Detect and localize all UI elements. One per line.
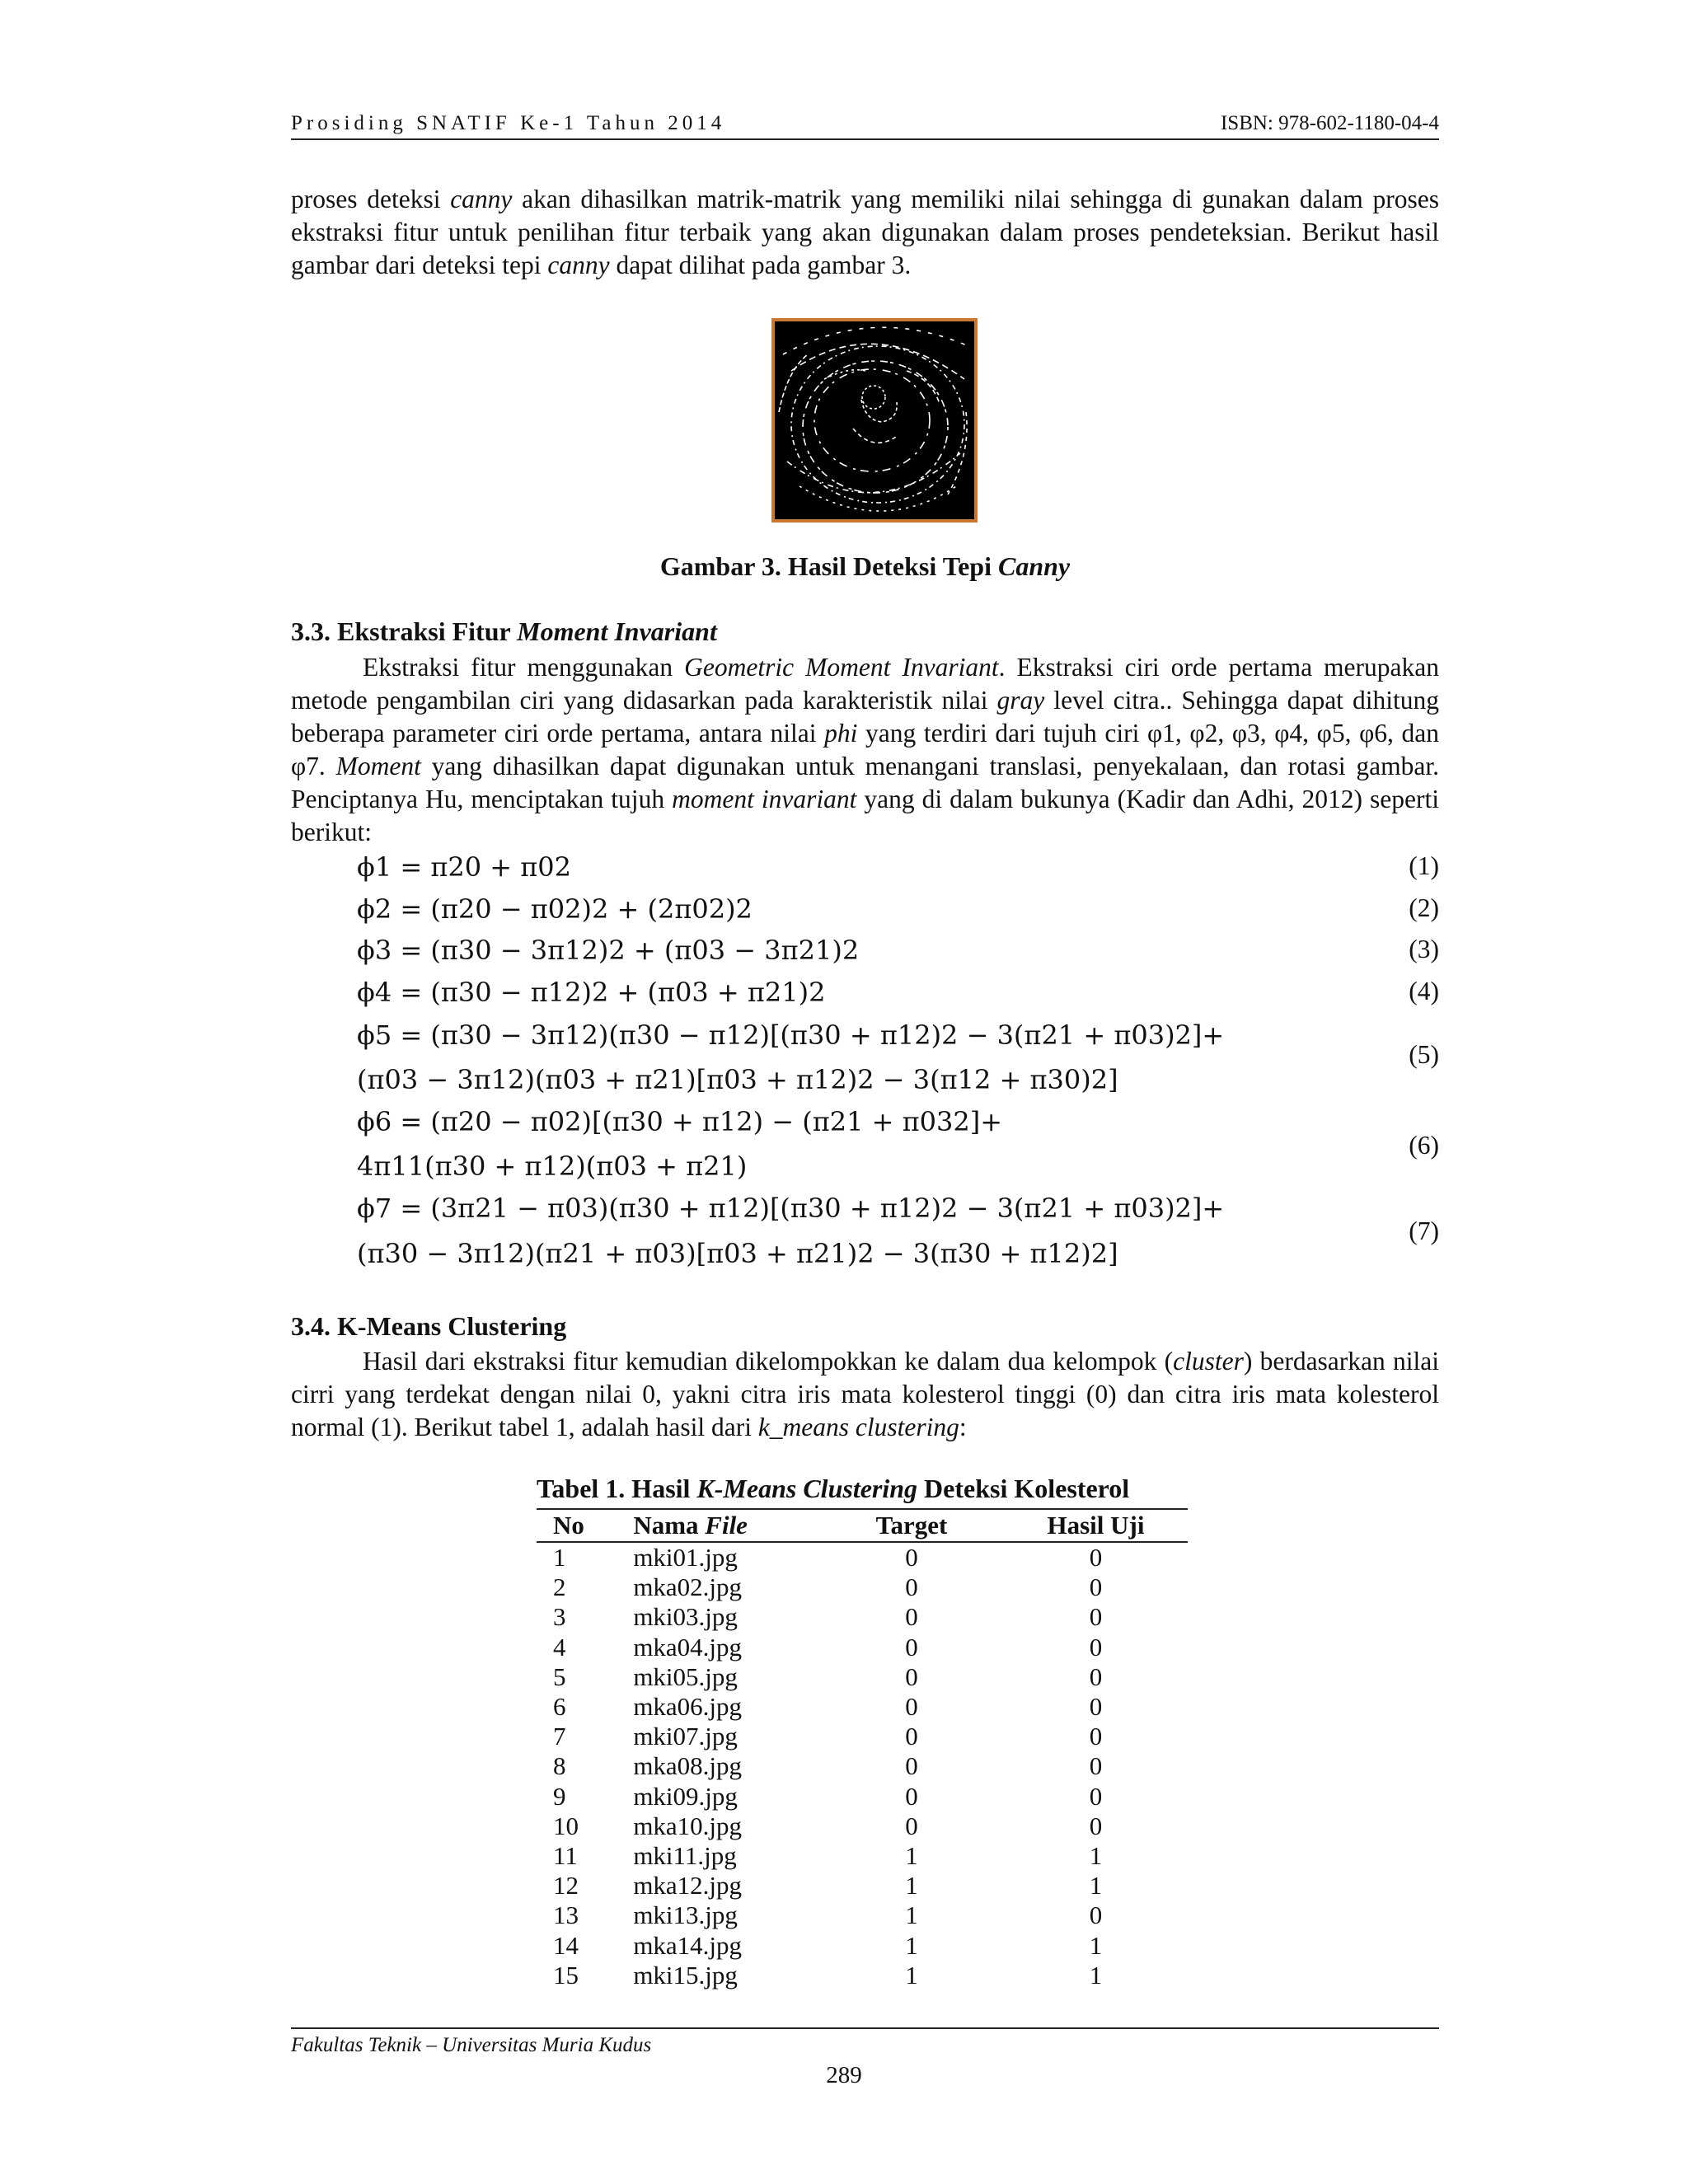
kmeans-results-table (537, 1508, 1188, 1990)
table-row (537, 1542, 1188, 1572)
cell-file: mka02.jpg (633, 1572, 743, 1602)
canny-edge-image (775, 321, 974, 519)
cell-target: 0 (905, 1661, 918, 1691)
running-header-left: Prosiding SNATIF Ke-1 Tahun 2014 (291, 112, 726, 134)
table-row (537, 1751, 1188, 1781)
equation-1: ϕ1 = π20 + π02 (357, 851, 571, 883)
equation-6-number: (6) (1409, 1131, 1439, 1160)
table-row (537, 1841, 1188, 1871)
cell-file: mka12.jpg (633, 1871, 743, 1900)
cell-target: 1 (905, 1900, 918, 1930)
cell-no: 12 (553, 1871, 579, 1900)
intro-text-1: proses deteksi (291, 185, 451, 213)
cell-file: mki07.jpg (633, 1722, 738, 1751)
table-body (537, 1542, 1188, 1990)
cell-target: 0 (905, 1602, 918, 1632)
cell-no: 9 (553, 1781, 566, 1811)
cell-no: 6 (553, 1692, 566, 1722)
cell-hasil: 0 (1089, 1602, 1103, 1632)
header-hasil-uji: Hasil Uji (1004, 1509, 1188, 1542)
cell-no: 14 (553, 1930, 579, 1960)
cell-hasil: 0 (1089, 1632, 1103, 1661)
page-number: 289 (826, 2062, 862, 2088)
cell-no: 4 (553, 1632, 566, 1661)
cell-no: 5 (553, 1661, 566, 1691)
cell-target: 0 (905, 1543, 918, 1572)
cell-target: 0 (905, 1692, 918, 1722)
cell-no: 1 (553, 1543, 566, 1572)
table-row (537, 1930, 1188, 1960)
intro-paragraph (291, 183, 1439, 282)
running-header-isbn: ISBN: 978-602-1180-04-4 (1220, 112, 1439, 134)
equation-1-number: (1) (1409, 851, 1439, 880)
cell-target: 0 (905, 1632, 918, 1661)
cell-no: 3 (553, 1602, 566, 1632)
intro-text-3: dapat dilihat pada gambar 3. (609, 251, 912, 279)
cell-hasil: 1 (1089, 1871, 1103, 1900)
table-row (537, 1961, 1188, 1990)
equation-5-number: (5) (1409, 1040, 1439, 1069)
cell-hasil: 0 (1089, 1543, 1103, 1572)
equation-6-line-1: ϕ6 = (π20 − π02)[(π30 + π12) − (π21 + π032]+ (357, 1106, 1003, 1137)
table-row (537, 1572, 1188, 1602)
cell-file: mka08.jpg (633, 1751, 743, 1781)
cell-file: mki11.jpg (633, 1840, 737, 1870)
equation-7-line-2: (π30 − 3π12)(π21 + π03)[π03 + π21)2 − 3(π30 + π12)2] (357, 1238, 1118, 1269)
intro-text-2: akan dihasilkan matrik-matrik yang memiliki nilai sehingga di gunakan dalam proses ekstraksi fitur untuk penilihan fitur terbaik yang akan digunakan dalam proses pendeteksian. Berikut hasil gambar dari deteksi tepi (291, 185, 1439, 279)
table-row (537, 1900, 1188, 1930)
footer-rule (291, 2027, 1439, 2029)
cell-no: 7 (553, 1722, 566, 1751)
cell-target: 0 (905, 1572, 918, 1602)
cell-file: mki03.jpg (633, 1602, 738, 1632)
cell-no: 15 (553, 1960, 579, 1990)
header-target: Target (819, 1509, 1004, 1542)
cell-file: mki13.jpg (633, 1900, 738, 1930)
figure-caption: Gambar 3. Hasil Deteksi Tepi Canny (659, 551, 1071, 581)
intro-canny-2: canny (547, 251, 610, 279)
intro-canny-1: canny (450, 185, 513, 213)
cell-no: 13 (553, 1900, 579, 1930)
equation-4: ϕ4 = (π30 − π12)2 + (π03 + π21)2 (357, 977, 826, 1008)
section-3-3-heading: 3.3. Ekstraksi Fitur Moment Invariant (291, 616, 717, 646)
table-row (537, 1602, 1188, 1632)
cell-hasil: 1 (1089, 1840, 1103, 1870)
table-row (537, 1782, 1188, 1811)
equation-5-line-2: (π03 − 3π12)(π03 + π21)[π03 + π12)2 − 3(π12 + π30)2] (357, 1064, 1118, 1095)
cell-target: 0 (905, 1811, 918, 1840)
table-row (537, 1722, 1188, 1751)
cell-hasil: 0 (1089, 1661, 1103, 1691)
cell-file: mka14.jpg (633, 1930, 743, 1960)
cell-no: 2 (553, 1572, 566, 1602)
cell-file: mki05.jpg (633, 1661, 738, 1691)
section-3-4-paragraph: Hasil dari ekstraksi fitur kemudian dikelompokkan ke dalam dua kelompok (cluster) berdasarkan nilai cirri yang terdekat dengan nilai 0, yakni citra iris mata kolesterol tinggi (0) dan citra iris mata kolesterol normal (1). Berikut tabel 1, adalah hasil dari k_means clustering: (291, 1347, 1440, 1441)
cell-file: mki01.jpg (633, 1543, 738, 1572)
cell-hasil: 0 (1089, 1811, 1103, 1840)
header-nama-file: Nama File (633, 1509, 819, 1542)
table-row (537, 1692, 1188, 1722)
cell-file: mka04.jpg (633, 1632, 743, 1661)
equation-3: ϕ3 = (π30 − 3π12)2 + (π03 − 3π21)2 (357, 935, 860, 966)
cell-file: mki09.jpg (633, 1781, 738, 1811)
cell-hasil: 0 (1089, 1572, 1103, 1602)
cell-no: 11 (553, 1840, 578, 1870)
cell-hasil: 1 (1089, 1960, 1103, 1990)
equation-4-number: (4) (1409, 977, 1439, 1005)
equation-2-number: (2) (1409, 893, 1439, 922)
cell-hasil: 0 (1089, 1692, 1103, 1722)
equation-5-line-1: ϕ5 = (π30 − 3π12)(π30 − π12)[(π30 + π12)2 − 3(π21 + π03)2]+ (357, 1019, 1225, 1051)
table-row (537, 1811, 1188, 1841)
cell-file: mki15.jpg (633, 1960, 738, 1990)
cell-target: 1 (905, 1840, 918, 1870)
canny-edge-figure (771, 318, 978, 523)
header-rule (291, 138, 1439, 140)
cell-no: 10 (553, 1811, 579, 1840)
cell-hasil: 0 (1089, 1781, 1103, 1811)
cell-target: 0 (905, 1751, 918, 1781)
table-row (537, 1871, 1188, 1900)
table-caption: Tabel 1. Hasil K-Means Clustering Deteksi Kolesterol (537, 1474, 1130, 1503)
cell-file: mka10.jpg (633, 1811, 743, 1840)
footer-institution: Fakultas Teknik – Universitas Muria Kudus (291, 2034, 652, 2056)
cell-hasil: 0 (1089, 1751, 1103, 1781)
cell-target: 0 (905, 1781, 918, 1811)
cell-no: 8 (553, 1751, 566, 1781)
cell-hasil: 1 (1089, 1930, 1103, 1960)
table-row (537, 1662, 1188, 1692)
cell-target: 0 (905, 1722, 918, 1751)
cell-hasil: 0 (1089, 1722, 1103, 1751)
table-row (537, 1633, 1188, 1662)
cell-file: mka06.jpg (633, 1692, 743, 1722)
cell-target: 1 (905, 1871, 918, 1900)
section-3-4-heading: 3.4. K-Means Clustering (291, 1311, 567, 1341)
cell-target: 1 (905, 1930, 918, 1960)
equation-2: ϕ2 = (π20 − π02)2 + (2π02)2 (357, 893, 753, 925)
header-no: No (537, 1509, 633, 1542)
cell-hasil: 0 (1089, 1900, 1103, 1930)
equation-7-line-1: ϕ7 = (3π21 − π03)(π30 + π12)[(π30 + π12)2 − 3(π21 + π03)2]+ (357, 1193, 1225, 1224)
cell-target: 1 (905, 1960, 918, 1990)
equation-7-number: (7) (1409, 1216, 1439, 1245)
equation-3-number: (3) (1409, 935, 1439, 963)
section-3-3-paragraph: Ekstraksi fitur menggunakan Geometric Moment Invariant. Ekstraksi ciri orde pertama merupakan metode pengambilan ciri yang didasarkan pada karakteristik nilai gray level citra.. Sehingga dapat dihitung beberapa parameter ciri orde pertama, antara nilai phi yang terdiri dari tujuh ciri φ1, φ2, φ3, φ4, φ5, φ6, dan φ7. Moment yang dihasilkan dapat digunakan untuk menangani translasi, penyekalaan, dan rotasi gambar. Penciptanya Hu, menciptakan tujuh moment invariant yang di dalam bukunya (Kadir dan Adhi, 2012) seperti berikut: (291, 653, 1440, 846)
equation-6-line-2: 4π11(π30 + π12)(π03 + π21) (357, 1151, 748, 1182)
table-header-row (537, 1509, 1188, 1542)
